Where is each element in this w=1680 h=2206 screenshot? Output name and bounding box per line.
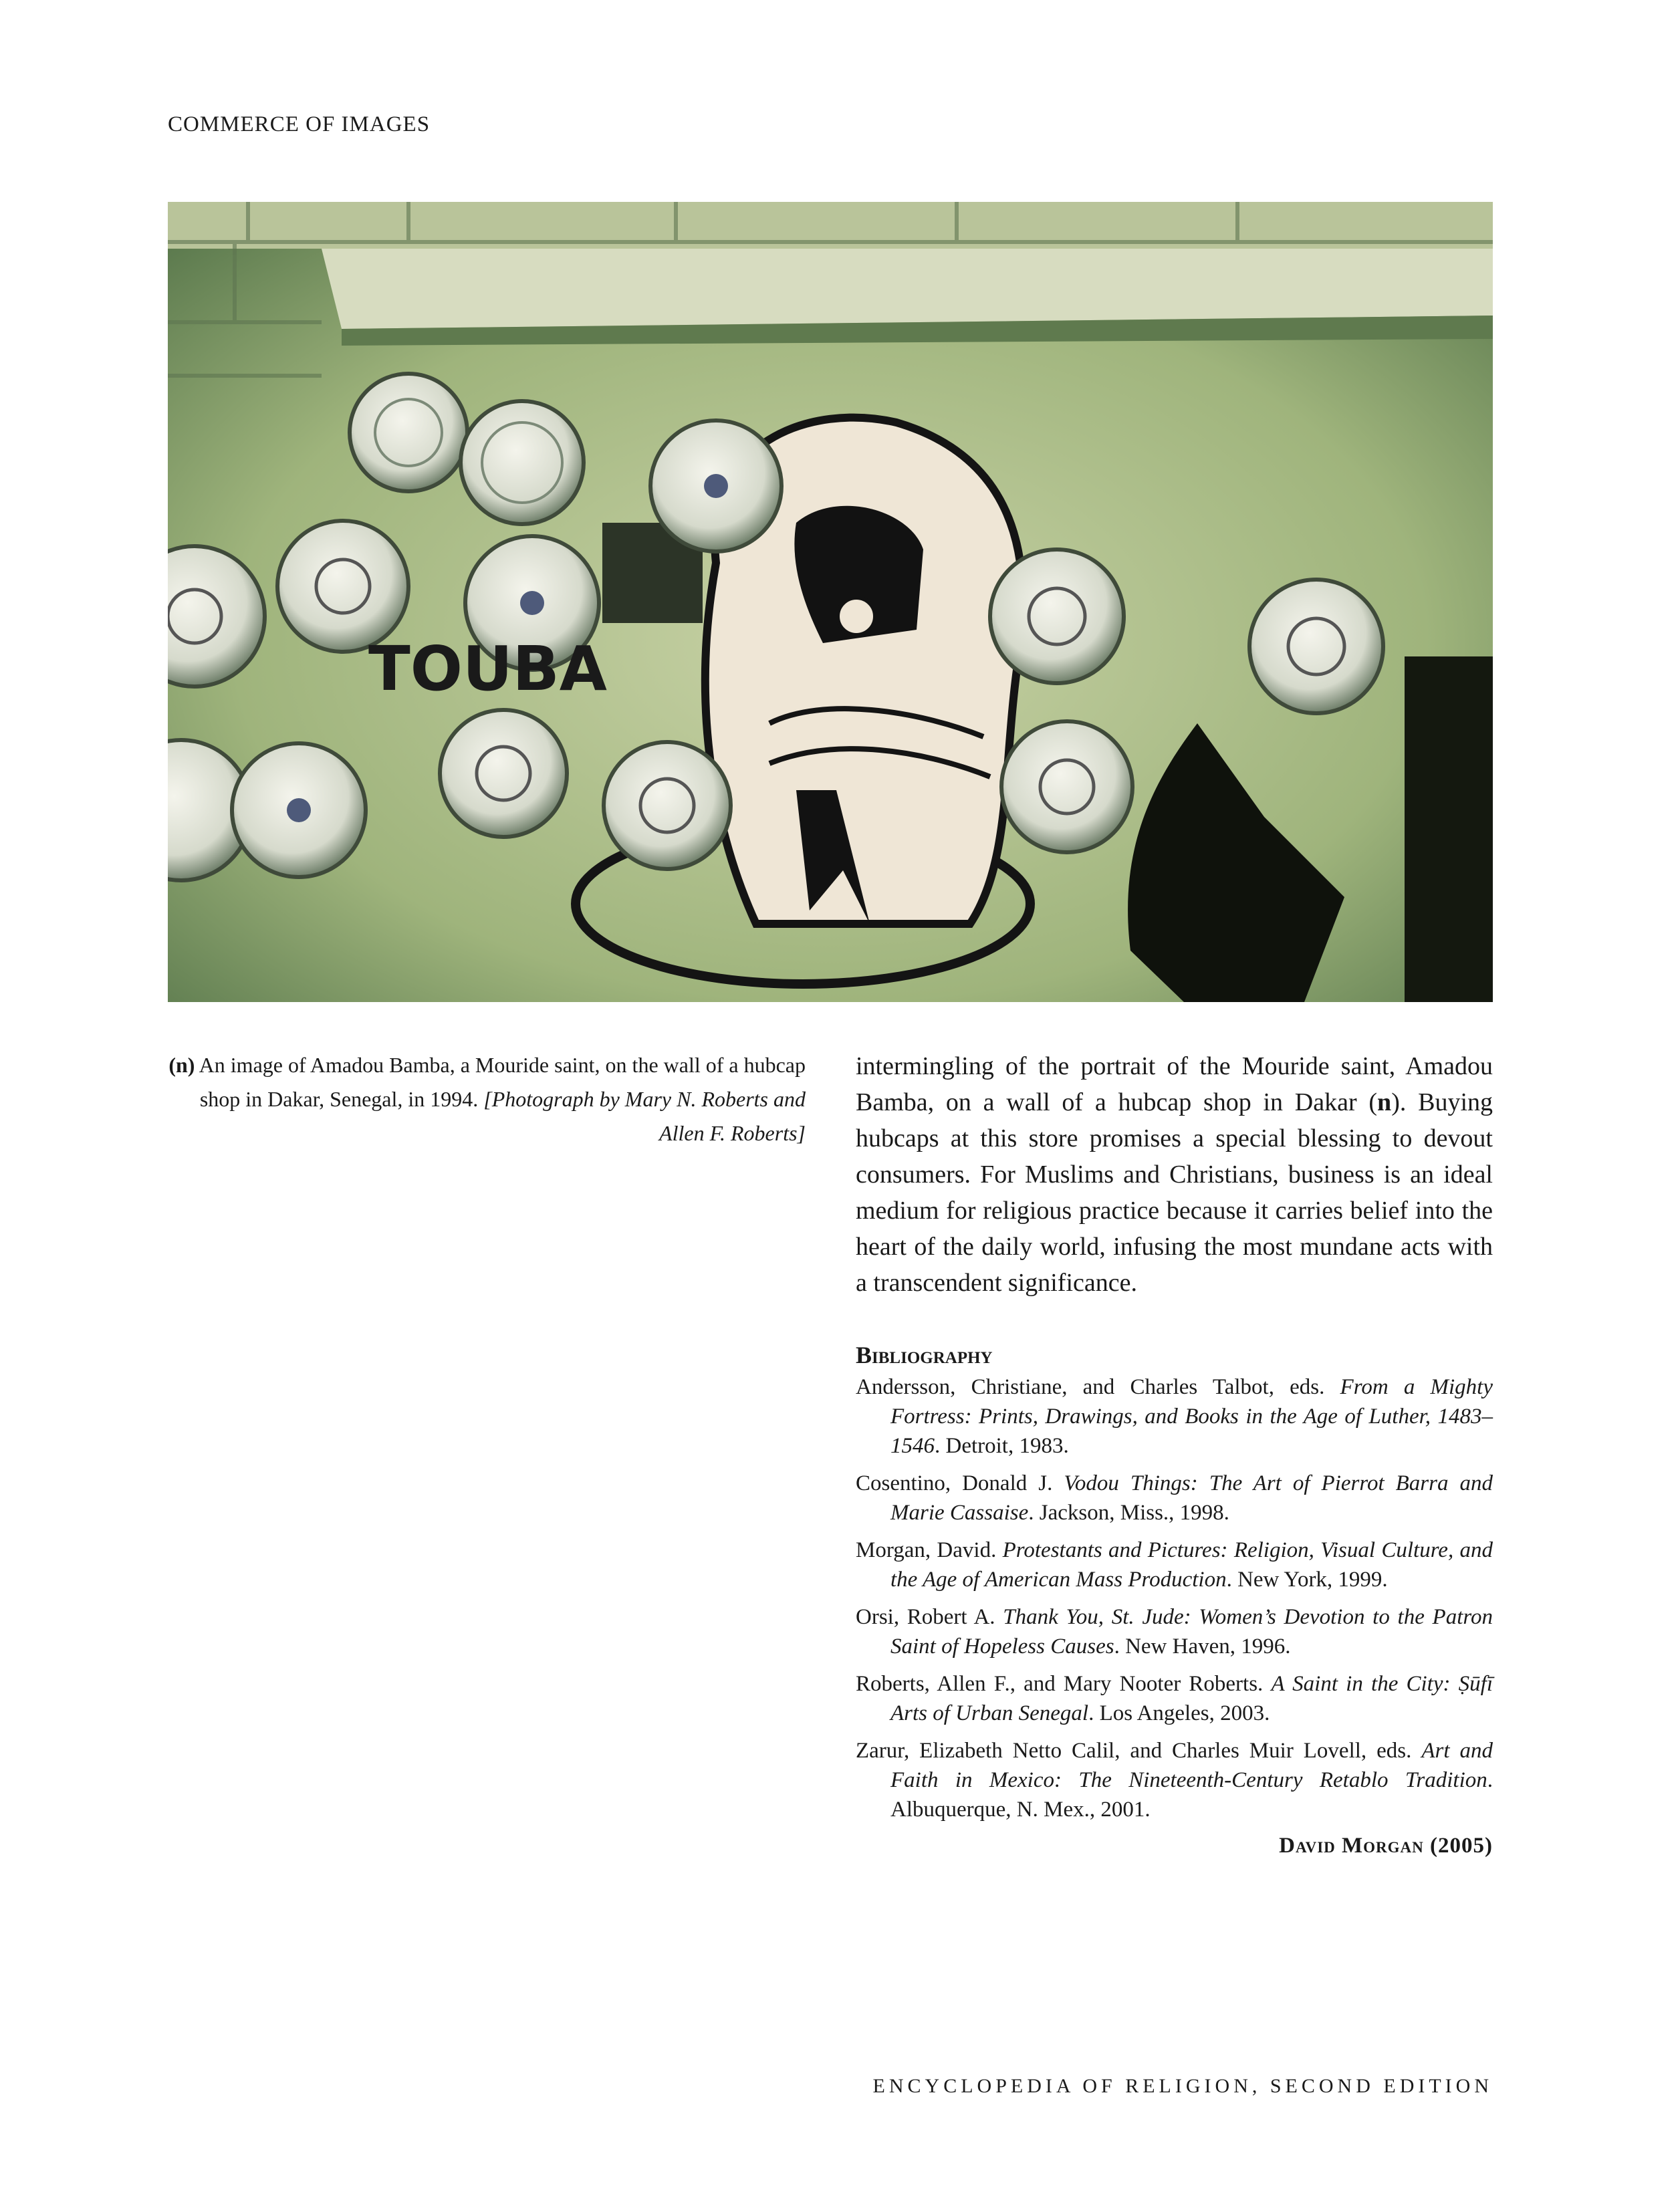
- bibliography-entry: [856, 1669, 1493, 1728]
- entry-publication: . Detroit, 1983.: [935, 1434, 1069, 1458]
- entry-title: From a Mighty Fortress: Prints, Drawings, and Books in the Age of Luther, 1483–1546: [890, 1375, 1493, 1458]
- caption-credit: [Photograph by Mary N. Roberts and Allen F. Roberts]: [483, 1087, 806, 1145]
- entry-title: Vodou Things: The Art of Pierrot Barra and Marie Cassaise: [890, 1471, 1493, 1525]
- entry-publication: . Los Angeles, 2003.: [1088, 1701, 1270, 1725]
- running-footer: ENCYCLOPEDIA OF RELIGION, SECOND EDITION: [872, 2075, 1493, 2097]
- touba-lettering: TOUBA: [368, 633, 607, 705]
- entry-title: A Saint in the City: Ṣūfī Arts of Urban Senegal: [890, 1672, 1493, 1725]
- bibliography: [856, 1340, 1493, 1858]
- entry-publication: . New York, 1999.: [1226, 1568, 1388, 1592]
- figure-photo: [168, 202, 1493, 1002]
- entry-author: Roberts, Allen F., and Mary Nooter Roberts.: [856, 1672, 1272, 1696]
- bibliography-entry: [856, 1736, 1493, 1824]
- caption-label: (n): [168, 1053, 195, 1077]
- entry-publication: . Jackson, Miss., 1998.: [1028, 1501, 1229, 1525]
- entry-title: Thank You, St. Jude: Women’s Devotion to the Patron Saint of Hopeless Causes: [890, 1605, 1493, 1659]
- hubcap-wall-photo: [168, 202, 1493, 1002]
- bibliography-entry: [856, 1372, 1493, 1461]
- figure-ref-label: n: [1377, 1088, 1392, 1116]
- body-paragraph: [856, 1048, 1493, 1301]
- entry-title: Art and Faith in Mexico: The Nineteenth-Century Retablo Tradition: [890, 1739, 1493, 1792]
- entry-title: Protestants and Pictures: Religion, Visual Culture, and the Age of American Mass Production: [890, 1538, 1493, 1592]
- bibliography-entry: [856, 1602, 1493, 1661]
- bibliography-entry: [856, 1536, 1493, 1594]
- entry-author: Orsi, Robert A.: [856, 1605, 1003, 1629]
- running-head: COMMERCE OF IMAGES: [168, 112, 431, 136]
- figure-ref-close: ).: [1391, 1088, 1407, 1116]
- entry-publication: . New Haven, 1996.: [1114, 1634, 1291, 1659]
- bibliography-entry: [856, 1469, 1493, 1527]
- entry-author: Zarur, Elizabeth Netto Calil, and Charles Muir Lovell, eds.: [856, 1739, 1422, 1763]
- body-text-part: Buying hubcaps at this store promises a special blessing to devout consumers. For Muslims and Christians, business is an ideal medium for religious practice because it carries belief into the heart of the daily world, infusing the most mundane acts with a transcendent significance.: [856, 1088, 1493, 1297]
- figure-caption: [168, 1048, 806, 1150]
- bibliography-heading: Bibliography: [856, 1342, 993, 1368]
- entry-author: Andersson, Christiane, and Charles Talbot, eds.: [856, 1375, 1340, 1399]
- entry-author: Cosentino, Donald J.: [856, 1471, 1064, 1495]
- body-text-part: intermingling of the portrait of the Mouride saint, Amadou Bamba, on a wall of a hubcap shop in Dakar: [856, 1052, 1493, 1116]
- article-signature: David Morgan (2005): [1279, 1834, 1493, 1858]
- caption-text: An image of Amadou Bamba, a Mouride saint, on the wall of a hubcap shop in Dakar, Senegal, in 1994.: [195, 1053, 806, 1111]
- figure-ref-open: (: [1368, 1088, 1378, 1116]
- entry-author: Morgan, David.: [856, 1538, 1003, 1562]
- entry-publication: . Albuquerque, N. Mex., 2001.: [890, 1768, 1493, 1822]
